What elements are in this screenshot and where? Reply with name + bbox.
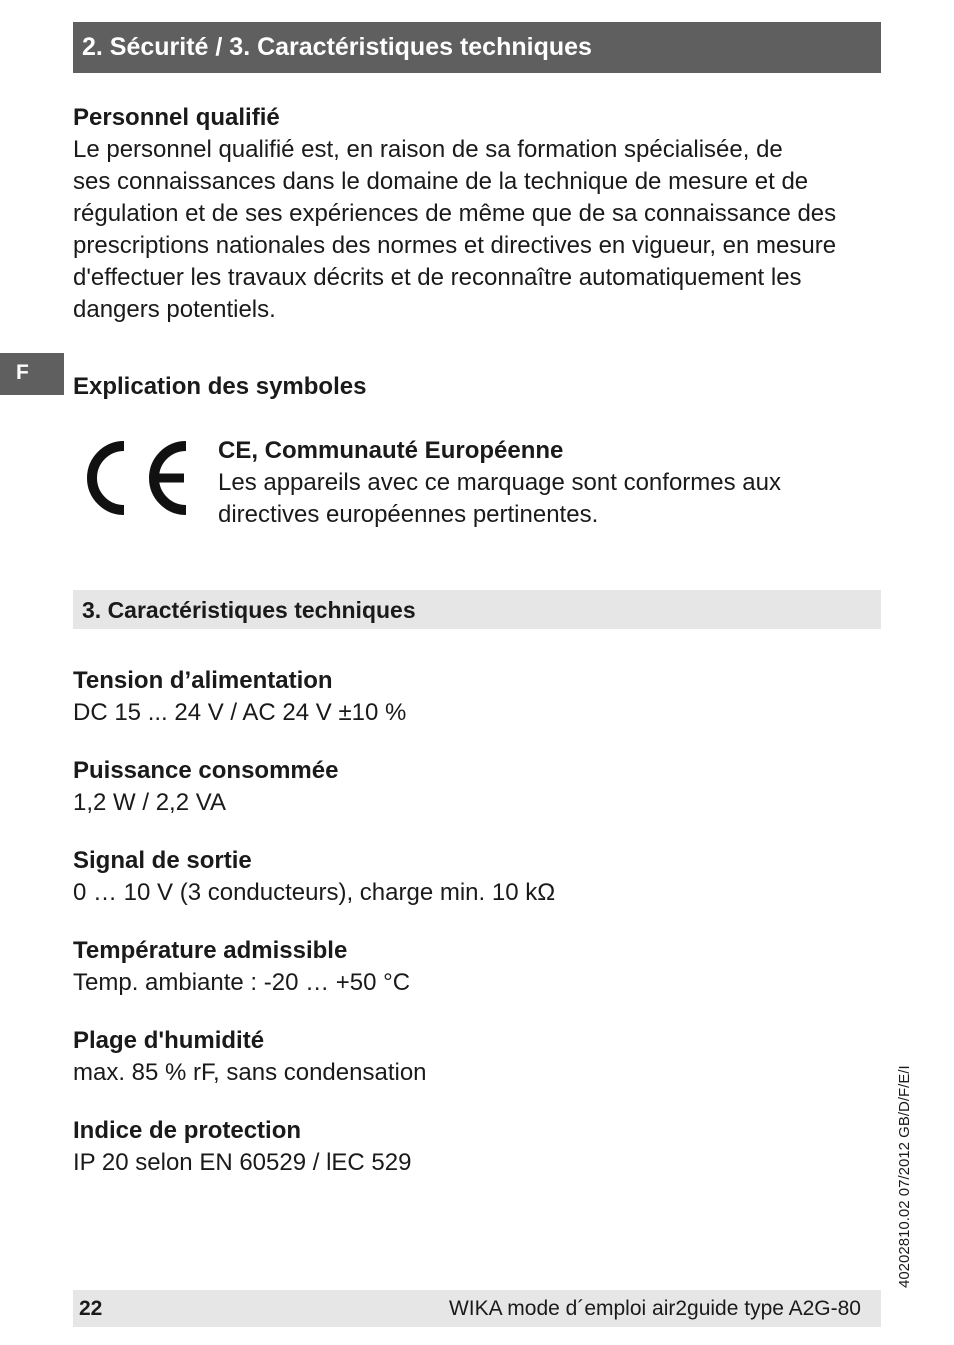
spec-list (73, 665, 555, 1205)
spec-label: Plage d'humidité (73, 1027, 265, 1054)
ce-heading: CE, Communauté Européenne (218, 437, 564, 464)
spec-item (73, 755, 555, 845)
qualified-personnel-section (73, 102, 893, 326)
page-header (73, 22, 881, 73)
page-title: 2. Sécurité / 3. Caractéristiques techniques (82, 33, 592, 61)
page-footer (73, 1290, 881, 1327)
language-tab (0, 353, 64, 395)
footer-doc-title: WIKA mode d´emploi air2guide type A2G-80 (448, 1296, 861, 1320)
spec-label: Température admissible (73, 937, 348, 964)
spec-item (73, 1115, 555, 1205)
spec-value: max. 85 % rF, sans condensation (73, 1059, 427, 1086)
spec-value: DC 15 ... 24 V / AC 24 V ±10 % (73, 699, 407, 726)
spec-value: Temp. ambiante : -20 … +50 °C (73, 969, 411, 996)
spec-item (73, 935, 555, 1025)
spec-label: Indice de protection (73, 1117, 302, 1144)
ce-mark-icon (84, 438, 190, 518)
spec-value: IP 20 selon EN 60529 / lEC 529 (73, 1149, 412, 1176)
spec-label: Tension d’alimentation (73, 667, 333, 694)
spec-value: 1,2 W / 2,2 VA (73, 789, 226, 816)
ce-description (218, 435, 781, 531)
spec-item (73, 845, 555, 935)
spec-item (73, 1025, 555, 1115)
spec-label: Signal de sortie (73, 847, 252, 874)
qualified-personnel-heading: Personnel qualifié (73, 104, 280, 131)
page-number: 22 (79, 1296, 103, 1320)
spec-item (73, 665, 555, 755)
qualified-personnel-text: Le personnel qualifié est, en raison de sa formation spécialisée, de ses connaissances dans le domaine de la technique de mesure et de régulation et de ses expériences de même que de sa connaissance des prescriptions nationales des normes et directives en vigueur, en mesure d'effectuer les travaux décrits et de reconnaître automatiquement les dangers potentiels. (73, 136, 837, 323)
spec-value: 0 … 10 V (3 conducteurs), charge min. 10 kΩ (73, 879, 556, 906)
symbols-heading: Explication des symboles (73, 373, 367, 400)
tech-section-header (73, 590, 881, 629)
document-code: 40202810.02 07/2012 GB/D/F/E/I (896, 1065, 913, 1288)
tech-section-title: 3. Caractéristiques techniques (82, 597, 416, 623)
language-tab-label: F (16, 361, 29, 384)
ce-text: Les appareils avec ce marquage sont conformes aux directives européennes pertinentes. (218, 469, 781, 528)
spec-label: Puissance consommée (73, 757, 339, 784)
